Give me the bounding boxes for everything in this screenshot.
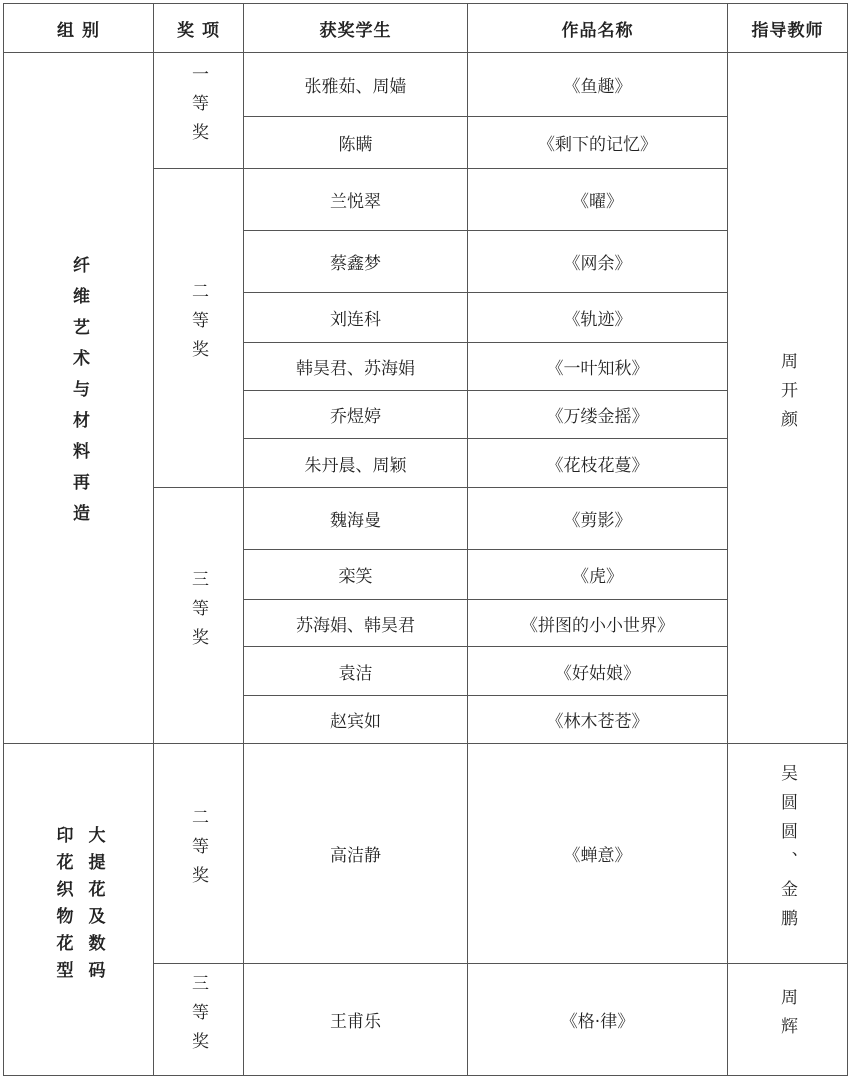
group2-name: 大提花及数码印花织物花型 — [52, 826, 105, 988]
prize-label: 一等奖 — [188, 64, 208, 152]
work-cell: 《花枝花蔓》 — [468, 439, 728, 488]
work-cell: 《好姑娘》 — [468, 647, 728, 696]
prize-cell — [154, 744, 244, 964]
header-row — [4, 4, 848, 53]
teacher-cell — [728, 964, 848, 1076]
work-cell: 《轨迹》 — [468, 293, 728, 343]
work-cell: 《万缕金摇》 — [468, 391, 728, 439]
work-cell: 《剪影》 — [468, 488, 728, 550]
group1-cell — [4, 53, 154, 744]
group2-cell — [4, 744, 154, 1076]
header-students: 获奖学生 — [244, 4, 468, 53]
header-teacher: 指导教师 — [728, 4, 848, 53]
award-table — [3, 3, 848, 1076]
prize-label: 二等奖 — [188, 282, 208, 369]
prize-cell — [154, 964, 244, 1076]
work-cell: 《虎》 — [468, 550, 728, 600]
student-cell: 王甫乐 — [244, 964, 468, 1076]
student-cell: 赵宾如 — [244, 696, 468, 744]
work-cell: 《一叶知秋》 — [468, 343, 728, 391]
work-cell: 《剩下的记忆》 — [468, 117, 728, 169]
work-cell: 《蝉意》 — [468, 744, 728, 964]
student-cell: 韩昊君、苏海娟 — [244, 343, 468, 391]
student-cell: 刘连科 — [244, 293, 468, 343]
group2-teacher: 吴圆圆、金鹏 — [777, 764, 797, 938]
teacher-cell — [728, 744, 848, 964]
work-cell: 《格·律》 — [468, 964, 728, 1076]
work-cell: 《林木苍苍》 — [468, 696, 728, 744]
student-cell: 魏海曼 — [244, 488, 468, 550]
student-cell: 袁洁 — [244, 647, 468, 696]
table-row — [4, 744, 848, 964]
student-cell: 乔煜婷 — [244, 391, 468, 439]
prize-label: 二等奖 — [188, 807, 208, 895]
group1-teacher-cell — [728, 53, 848, 744]
work-cell: 《曜》 — [468, 169, 728, 231]
prize-cell — [154, 169, 244, 488]
student-cell: 栾笑 — [244, 550, 468, 600]
student-cell: 兰悦翠 — [244, 169, 468, 231]
group1-teacher: 周开颜 — [777, 352, 797, 439]
group1-name: 纤维艺术与材料再造 — [69, 256, 89, 535]
student-cell: 朱丹晨、周颖 — [244, 439, 468, 488]
student-cell: 陈瞒 — [244, 117, 468, 169]
header-prize: 奖 项 — [154, 4, 244, 53]
prize-label: 三等奖 — [188, 569, 208, 657]
student-cell: 张雅茹、周嫱 — [244, 53, 468, 117]
prize-cell — [154, 488, 244, 744]
table-row — [4, 53, 848, 117]
work-cell: 《鱼趣》 — [468, 53, 728, 117]
prize-cell — [154, 53, 244, 169]
header-work: 作品名称 — [468, 4, 728, 53]
student-cell: 苏海娟、韩昊君 — [244, 600, 468, 647]
student-cell: 蔡鑫梦 — [244, 231, 468, 293]
student-cell: 高洁静 — [244, 744, 468, 964]
header-group: 组 别 — [4, 4, 154, 53]
work-cell: 《拼图的小小世界》 — [468, 600, 728, 647]
group2-teacher: 周辉 — [777, 988, 797, 1046]
prize-label: 三等奖 — [188, 973, 208, 1061]
work-cell: 《网余》 — [468, 231, 728, 293]
